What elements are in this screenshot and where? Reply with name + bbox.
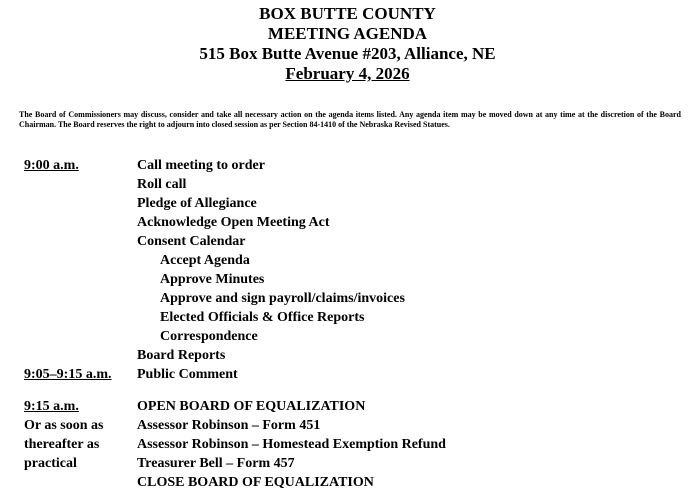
agenda-item: Treasurer Bell – Form 457 — [137, 456, 295, 471]
time-note: Or as soon as — [24, 418, 104, 433]
time-note: practical — [24, 456, 77, 471]
agenda-item: Assessor Robinson – Homestead Exemption Refund — [137, 437, 446, 452]
agenda-row — [24, 232, 684, 251]
consent-item: Accept Agenda — [160, 253, 250, 268]
agenda-row — [24, 435, 684, 454]
time-label: 9:15 a.m. — [24, 399, 79, 414]
time-label: 9:05–9:15 a.m. — [24, 367, 112, 382]
agenda-row — [24, 365, 684, 384]
agenda-item: Consent Calendar — [137, 234, 246, 249]
agenda-row — [24, 175, 684, 194]
agenda-row — [24, 270, 684, 289]
time-label: 9:00 a.m. — [24, 158, 79, 173]
agenda-item: Acknowledge Open Meeting Act — [137, 215, 330, 230]
meeting-date: February 4, 2026 — [285, 64, 410, 83]
agenda-item: OPEN BOARD OF EQUALIZATION — [137, 399, 366, 414]
agenda-row — [24, 308, 684, 327]
agenda-row — [24, 346, 684, 365]
agenda-item: Assessor Robinson – Form 451 — [137, 418, 321, 433]
consent-item: Correspondence — [160, 329, 258, 344]
agenda-row — [24, 327, 684, 346]
consent-item: Approve and sign payroll/claims/invoices — [160, 291, 405, 306]
agenda-item: CLOSE BOARD OF EQUALIZATION — [137, 475, 374, 490]
county-name: BOX BUTTE COUNTY — [259, 4, 436, 23]
meeting-address: 515 Box Butte Avenue #203, Alliance, NE — [199, 44, 496, 63]
agenda-item: Board Reports — [137, 348, 226, 363]
time-note: thereafter as — [24, 437, 100, 452]
consent-item: Elected Officials & Office Reports — [160, 310, 365, 325]
consent-item: Approve Minutes — [160, 272, 265, 287]
agenda-row — [24, 156, 684, 175]
agenda-item: Public Comment — [137, 367, 238, 382]
board-notice: The Board of Commissioners may discuss, consider and take all necessary action on the agenda items listed. Any agenda item may be moved down at any time at the discretion of the Board Chairman. The Board reserves the right to adjourn into closed session as per Section 84-1410 of the Nebraska Revised Statues. — [19, 110, 681, 129]
agenda-row — [24, 397, 684, 416]
agenda-header — [0, 4, 695, 84]
agenda-row — [24, 289, 684, 308]
agenda-row — [24, 251, 684, 270]
document-title: MEETING AGENDA — [267, 24, 428, 43]
agenda-row — [24, 213, 684, 232]
agenda-item: Roll call — [137, 177, 187, 192]
agenda-list — [24, 156, 684, 492]
agenda-row — [24, 416, 684, 435]
agenda-item: Pledge of Allegiance — [137, 196, 257, 211]
agenda-row — [24, 194, 684, 213]
agenda-row — [24, 454, 684, 473]
agenda-item: Call meeting to order — [137, 158, 265, 173]
agenda-row — [24, 473, 684, 492]
